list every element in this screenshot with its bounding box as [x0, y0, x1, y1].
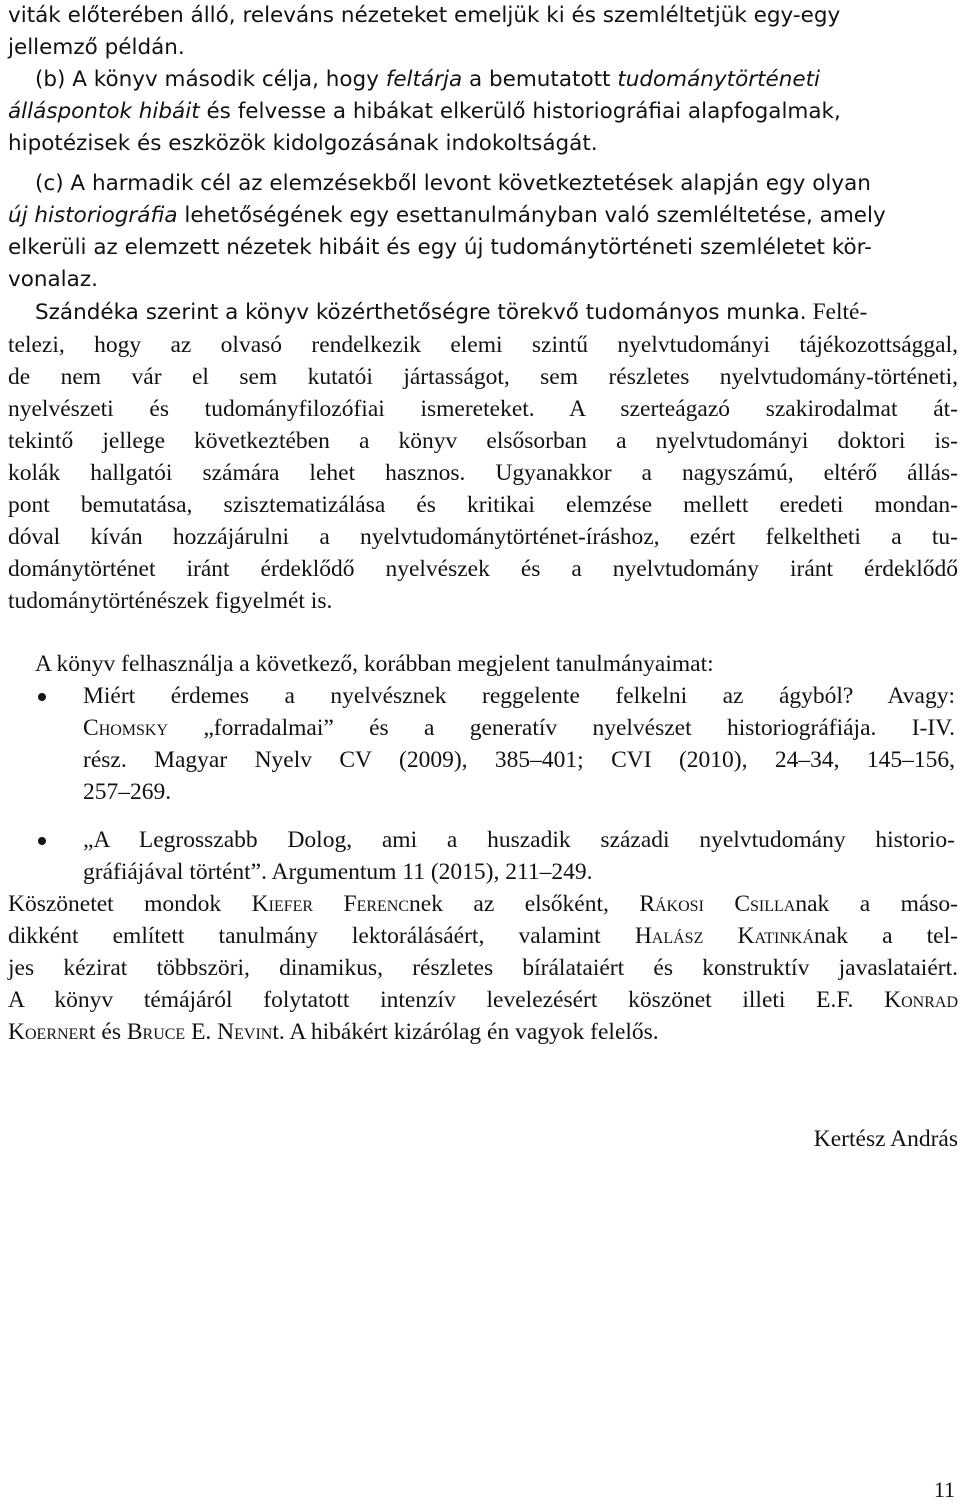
text-line	[8, 296, 958, 329]
text-line: A könyv felhasználja a következő, korábban megjelent tanulmányaimat:	[35, 651, 714, 677]
text-run: és felvesse a hibákat elkerülő historiográfiai alapfogalmak,	[199, 99, 841, 124]
serif-block	[8, 329, 958, 617]
paragraph-goal-c	[8, 168, 958, 296]
person-name: erenc	[356, 891, 410, 917]
text-run: nak a tel-	[814, 923, 958, 949]
paragraph-intro-continuation	[8, 0, 958, 64]
person-name: silla	[750, 891, 796, 917]
text-run: F	[313, 891, 357, 917]
text-line: tekintő jellege következtében a könyv elsősorban a nyelvtudományi doktori is-	[8, 428, 958, 454]
italic-term: álláspontok hibáit	[8, 99, 200, 124]
text-run: lehetőségének egy esettanulmányban való szemléltetése, amely	[177, 203, 886, 228]
italic-term: új historiográfia	[8, 203, 178, 228]
text-line	[8, 200, 958, 232]
text-run: t és B	[88, 1019, 143, 1045]
text-run: K	[251, 891, 269, 917]
text-line: 257–269.	[83, 779, 172, 805]
italic-term: tudománytörténeti	[617, 67, 820, 92]
author-name: homsky	[98, 715, 169, 741]
text-run: nak a máso-	[795, 891, 959, 917]
text-line	[8, 64, 958, 96]
studies-list	[0, 680, 960, 888]
text-run: E. N	[185, 1019, 235, 1045]
text-line: Miért érdemes a nyelvésznek reggelente felkelni az ágyból? Avagy:	[83, 683, 955, 709]
text-line: gráfiájával történt”. Argumentum 11 (2015), 211–249.	[83, 859, 593, 885]
text-line: pont bemutatása, szisztematizálása és kritikai elemzése mellett eredeti mondan-	[8, 492, 958, 518]
person-name: ruce	[142, 1019, 186, 1045]
text-line: hipotézisek és eszközök kidolgozásának indokoltságát.	[8, 131, 598, 156]
text-line: dománytörténet iránt érdeklődő nyelvészek és a nyelvtudomány iránt érdeklődő	[8, 556, 958, 582]
text-run: kolák hallgatói számára lehet hasznos.	[8, 460, 466, 486]
text-line	[8, 457, 958, 489]
text-run: Köszönetet mondok	[8, 891, 252, 917]
bullet-icon	[38, 693, 46, 701]
text-line	[8, 920, 958, 952]
text-line: telezi, hogy az olvasó rendelkezik elemi szintű nyelvtudományi tájékozottsággal,	[8, 332, 958, 358]
text-line: de nem vár el sem kutatói jártasságot, sem részletes nyelvtudomány-történeti,	[8, 364, 958, 390]
text-line	[83, 712, 955, 744]
text-run: t. A hibákért kizárólag én vagyok felelős.	[272, 1019, 659, 1045]
text-run: Ugyanakkor a nagyszámú, eltérő állás-	[465, 460, 958, 486]
text-line: jes kézirat többszöri, dinamikus, részletes bírálataiért és konstruktív javaslataiért.	[8, 955, 958, 981]
paragraph-intent	[8, 296, 958, 617]
text-run: C	[83, 715, 99, 741]
text-run: nek az elsőként, R	[409, 891, 655, 917]
text-line: rész. Magyar Nyelv CV (2009), 385–401; CVI (2010), 24–34, 145–156,	[83, 747, 955, 773]
text-run: A könyv témájáról folytatott intenzív levelezésért köszönet illeti E.F. K	[8, 987, 902, 1013]
paragraph-acknowledgements	[8, 888, 958, 1048]
text-run: (b) A könyv második célja, hogy	[35, 67, 386, 92]
list-item	[0, 680, 955, 808]
person-name: atinká	[754, 923, 815, 949]
paragraph-goal-b	[8, 64, 958, 160]
paragraph-previous-studies	[8, 648, 960, 680]
text-run: K	[703, 923, 755, 949]
text-run: C	[703, 891, 751, 917]
text-line: „A Legrosszabb Dolog, ami a huszadik századi nyelvtudomány historio-	[83, 827, 955, 853]
text-line: jellemző példán.	[8, 35, 185, 60]
text-line: elkerüli az elemzett nézetek hibáit és egy új tudománytörténeti szemléletet kör-	[8, 235, 872, 260]
person-name: onrad	[901, 987, 958, 1013]
text-run: A szerteágazó szakirodalmat át-	[534, 396, 958, 422]
page-number: 11	[933, 1477, 955, 1502]
bullet-icon	[38, 837, 46, 845]
text-line: viták előterében álló, releváns nézeteket emeljük ki és szemléltetjük egy-egy	[8, 3, 841, 28]
text-line	[8, 393, 958, 425]
person-name: evin	[234, 1019, 273, 1045]
text-line	[8, 888, 958, 920]
text-run: a bemutatott	[462, 67, 618, 92]
person-name: iefer	[268, 891, 314, 917]
person-name: oerner	[24, 1019, 89, 1045]
author-signature: Kertész András	[813, 1126, 958, 1152]
person-name: alász	[651, 923, 704, 949]
text-line: tudománytörténészek figyelmét is.	[8, 588, 333, 614]
text-line	[8, 96, 958, 128]
text-run: nyelvészeti és tudományfilozófiai ismereteket.	[8, 396, 535, 422]
text-run: Szándéka szerint a könyv közérthetőségre törekvő tudományos munka.	[35, 300, 807, 325]
person-name: ákosi	[655, 891, 704, 917]
text-run: Felté-	[806, 299, 868, 325]
text-line	[8, 984, 958, 1016]
text-line: dóval kíván hozzájárulni a nyelvtudománytörténet-íráshoz, ezért felkeltheti a tu-	[8, 524, 958, 550]
text-line: (c) A harmadik cél az elemzésekből levont következtetések alapján egy olyan	[35, 171, 871, 196]
text-run: „forradalmai” és a generatív nyelvészet historiográfiája. I-IV.	[168, 715, 955, 741]
list-item	[0, 824, 955, 888]
text-run: dikként említett tanulmány lektorálásáért, valamint H	[8, 923, 652, 949]
text-run: K	[8, 1019, 25, 1045]
text-line: vonalaz.	[8, 267, 98, 292]
text-line	[8, 1016, 958, 1048]
italic-term: feltárja	[385, 67, 463, 92]
